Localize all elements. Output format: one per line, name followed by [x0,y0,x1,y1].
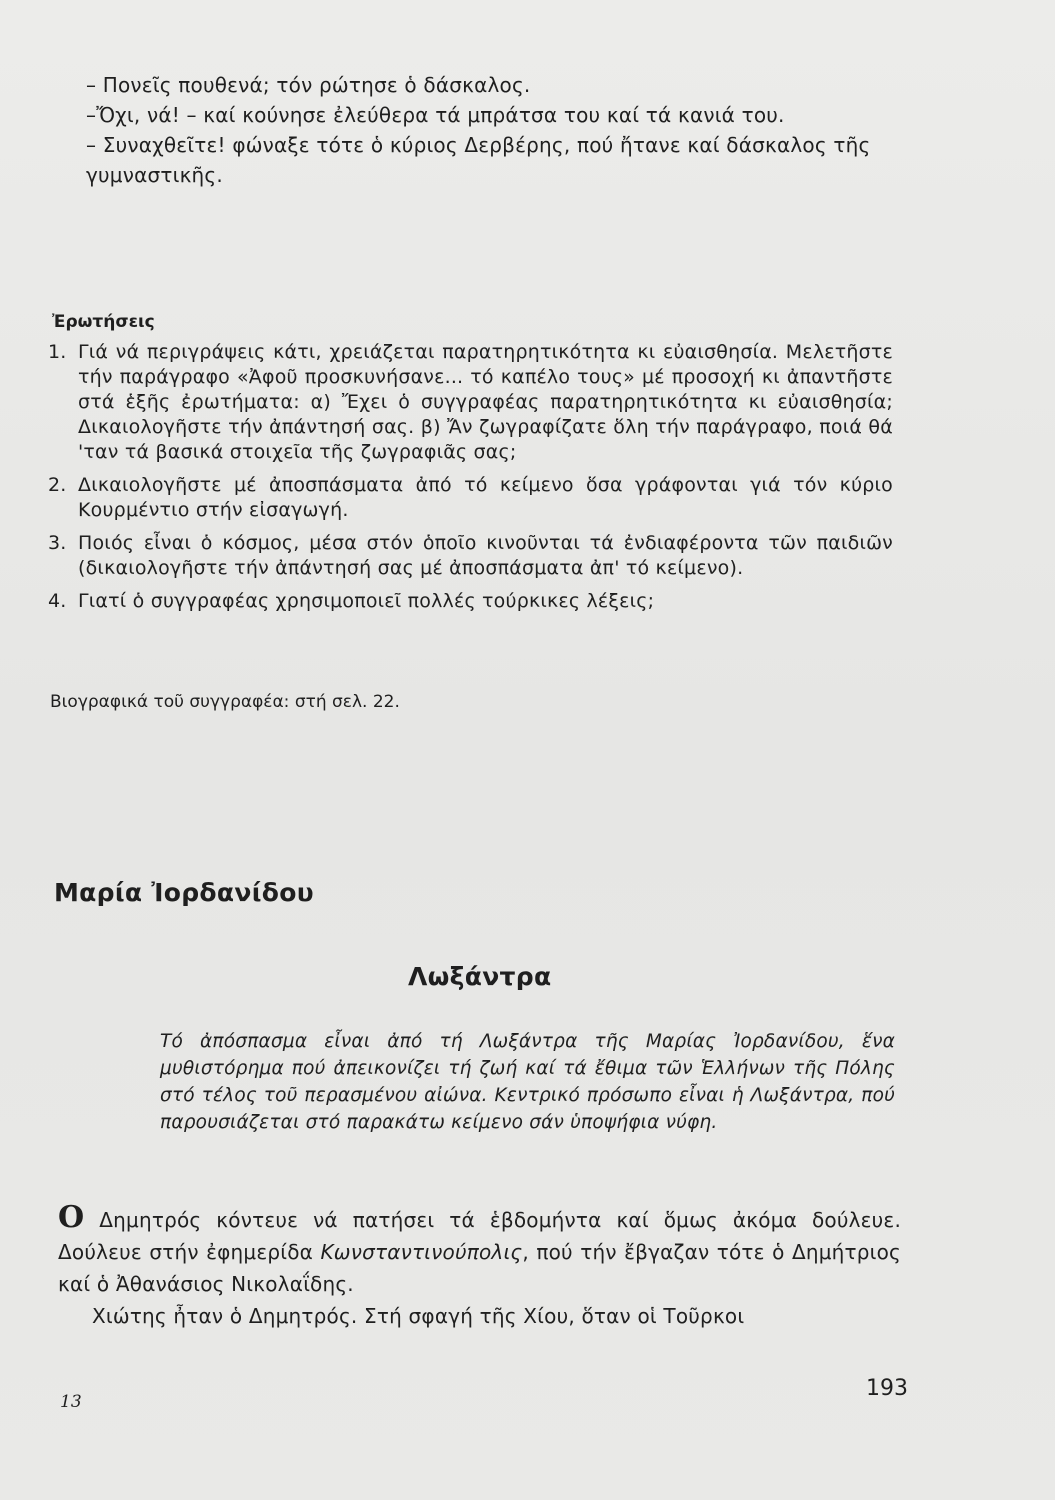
signature-mark: 13 [60,1392,82,1412]
work-title: Λωξάντρα [408,962,552,991]
question-text: Γιατί ὁ συγγραφέας χρησιμοποιεῖ πολλές τούρκικες λέξεις; [78,590,655,612]
question-item [48,531,893,581]
questions-list [48,340,893,622]
body-paragraph [58,1202,901,1300]
drop-cap: Ο [58,1200,85,1235]
intro-paragraph: Τό ἀπόσπασμα εἶναι ἀπό τή Λωξάντρα τῆς Μαρίας Ἰορδανίδου, ἕνα μυθιστόρημα πού ἀπεικονίζει τή ζωή καί τά ἔθιμα τῶν Ἑλλήνων τῆς Πόλης στό τέλος τοῦ περασμένου αἰώνα. Κεντρικό πρόσωπο εἶναι ἡ Λωξάντρα, πού παρουσιάζεται στό παρακάτω κείμενο σάν ὑποψήφια νύφη. [160,1031,895,1133]
body-text [58,1202,901,1332]
question-number: 1. [48,341,67,363]
question-number: 3. [48,532,67,554]
body-paragraph: Χιώτης ἦταν ὁ Δημητρός. Στή σφαγή τῆς Χίου, ὅταν οἱ Τοῦρκοι [92,1304,745,1328]
dialogue-block [86,70,901,190]
page-number: 193 [866,1376,908,1401]
author-name: Μαρία Ἰορδανίδου [54,878,314,907]
questions-heading: Ἐρωτήσεις [52,312,155,332]
dialogue-line: – Συναχθεῖτε! φώναξε τότε ὁ κύριος Δερβέρης, πού ἤτανε καί δάσκαλος τῆς γυμναστικῆς. [86,133,871,187]
newspaper-name: Κωνσταντινούπολις [320,1240,523,1264]
question-number: 2. [48,474,67,496]
question-text: Δικαιολογῆστε μέ ἀποσπάσματα ἀπό τό κείμενο ὅσα γράφονται γιά τόν κύριο Κουρμέντιο στήν εἰσαγωγή. [78,474,893,521]
bio-note: Βιογραφικά τοῦ συγγραφέα: στή σελ. 22. [50,692,400,712]
question-item [48,340,893,465]
question-text: Ποιός εἶναι ὁ κόσμος, μέσα στόν ὁποῖο κινοῦνται τά ἐνδιαφέροντα τῶν παιδιῶν (δικαιολογῆστε τήν ἀπάντησή σας μέ ἀποσπάσματα ἀπ' τό κείμενο). [78,532,893,579]
question-number: 4. [48,590,67,612]
body-text-run: Δημητρός κόντευε νά πατήσει τά ἑβδομήντα καί ὅμως ἀκόμα δούλευε. Δούλευε στήν ἐφημερίδα [58,1208,901,1264]
dialogue-line: – Πονεῖς πουθενά; τόν ρώτησε ὁ δάσκαλος. [86,73,531,97]
question-item [48,589,893,614]
dialogue-line: –Ὄχι, νά! – καί κούνησε ἐλεύθερα τά μπράτσα του καί τά κανιά του. [86,103,785,127]
body-text-run: , πού τήν ἔβγαζαν τότε ὁ Δημήτριος καί ὁ Ἀθανάσιος Νικολαΐδης. [58,1240,901,1296]
question-text: Γιά νά περιγράψεις κάτι, χρειάζεται παρατηρητικότητα κι εὐαισθησία. Μελετῆστε τήν παράγραφο «Ἀφοῦ προσκυνήσανε... τό καπέλο τους» μέ προσοχή κι ἀπαντῆστε στά ἑξῆς ἐρωτήματα: α) Ἔχει ὁ συγγραφέας παρατηρητικότητα κι εὐαισθησία; Δικαιολογῆστε τήν ἀπάντησή σας. β) Ἄν ζωγραφίζατε ὅλη τήν παράγραφο, ποιά θά 'ταν τά βασικά στοιχεῖα τῆς ζωγραφιᾶς σας; [78,341,893,463]
question-item [48,473,893,523]
